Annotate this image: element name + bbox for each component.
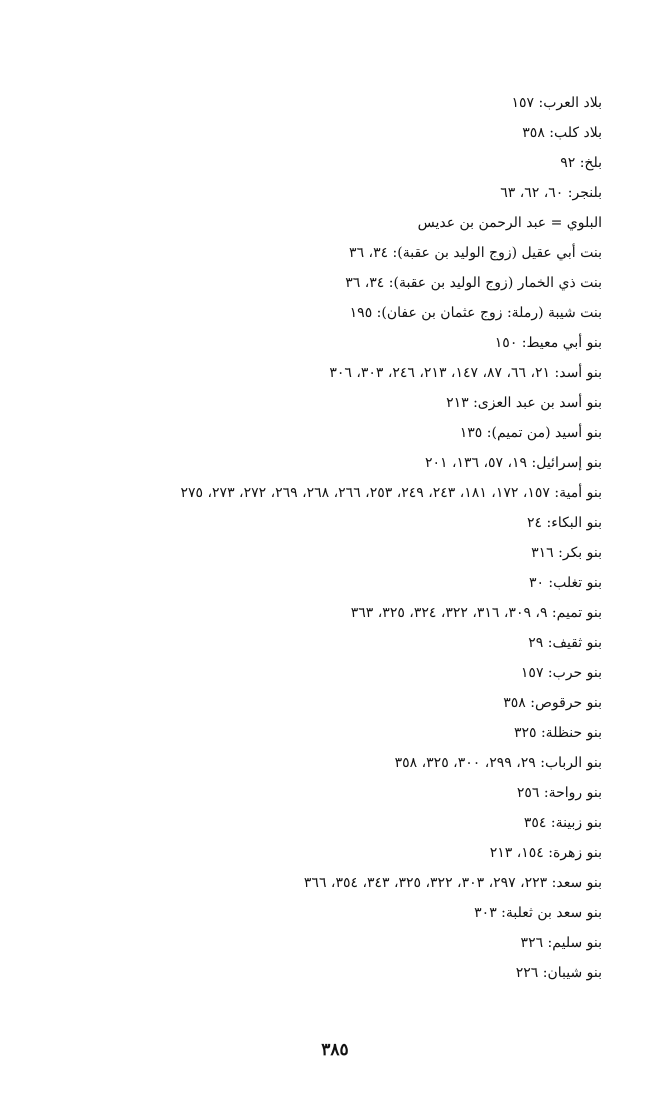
index-entry: بنت شيبة (رملة: زوج عثمان بن عفان): ١٩٥	[349, 305, 602, 321]
index-entry: بنو أسد: ٢١، ٦٦، ٨٧، ١٤٧، ٢١٣، ٢٤٦، ٣٠٣، ٣٠٦	[329, 365, 602, 381]
index-entry: بلاد كلب: ٣٥٨	[522, 125, 602, 141]
index-list	[42, 88, 602, 988]
index-entry: بنو سعد: ٢٢٣، ٢٩٧، ٣٠٣، ٣٢٢، ٣٢٥، ٣٤٣، ٣٥٤، ٣٦٦	[303, 875, 602, 891]
index-entry: بنو أبي معيط: ١٥٠	[494, 335, 602, 351]
index-entry: بنو أسيد (من تميم): ١٣٥	[459, 425, 602, 441]
page-number: ٣٨٥	[321, 1040, 349, 1060]
index-entry: بنو شيبان: ٢٢٦	[515, 965, 602, 981]
index-entry: بنت ذي الخمار (زوج الوليد بن عقبة): ٣٤، ٣٦	[345, 275, 602, 291]
index-entry: بنو ثقيف: ٢٩	[528, 635, 602, 651]
index-entry: بنو الرباب: ٢٩، ٢٩٩، ٣٠٠، ٣٢٥، ٣٥٨	[394, 755, 602, 771]
index-entry: البلوي = عبد الرحمن بن عديس	[417, 215, 602, 231]
index-entry: بلنجر: ٦٠، ٦٢، ٦٣	[500, 185, 602, 201]
index-entry: بلخ: ٩٢	[560, 155, 602, 171]
index-entry: بنو حرب: ١٥٧	[520, 665, 602, 681]
index-entry: بلاد العرب: ١٥٧	[511, 95, 602, 111]
index-entry: بنو زبينة: ٣٥٤	[523, 815, 602, 831]
index-entry: بنو أمية: ١٥٧، ١٧٢، ١٨١، ٢٤٣، ٢٤٩، ٢٥٣، ٢٦٦، ٢٦٨، ٢٦٩، ٢٧٢، ٢٧٣، ٢٧٥	[180, 485, 602, 501]
index-entry: بنو زهرة: ١٥٤، ٢١٣	[489, 845, 602, 861]
index-entry: بنو إسرائيل: ١٩، ٥٧، ١٣٦، ٢٠١	[424, 455, 602, 471]
index-entry: بنو أسد بن عبد العزى: ٢١٣	[446, 395, 602, 411]
index-entry: بنو تميم: ٩، ٣٠٩، ٣١٦، ٣٢٢، ٣٢٤، ٣٢٥، ٣٦٣	[350, 605, 602, 621]
index-entry: بنو رواحة: ٢٥٦	[516, 785, 602, 801]
index-entry: بنت أبي عقيل (زوج الوليد بن عقبة): ٣٤، ٣٦	[349, 245, 602, 261]
index-entry: بنو البكاء: ٢٤	[527, 515, 602, 531]
index-entry: بنو سعد بن ثعلبة: ٣٠٣	[474, 905, 602, 921]
index-entry: بنو بكر: ٣١٦	[531, 545, 602, 561]
index-entry: بنو تغلب: ٣٠	[528, 575, 602, 591]
index-entry: بنو حنظلة: ٣٢٥	[513, 725, 602, 741]
index-entry: بنو حرقوص: ٣٥٨	[503, 695, 602, 711]
index-entry: بنو سليم: ٣٢٦	[520, 935, 602, 951]
